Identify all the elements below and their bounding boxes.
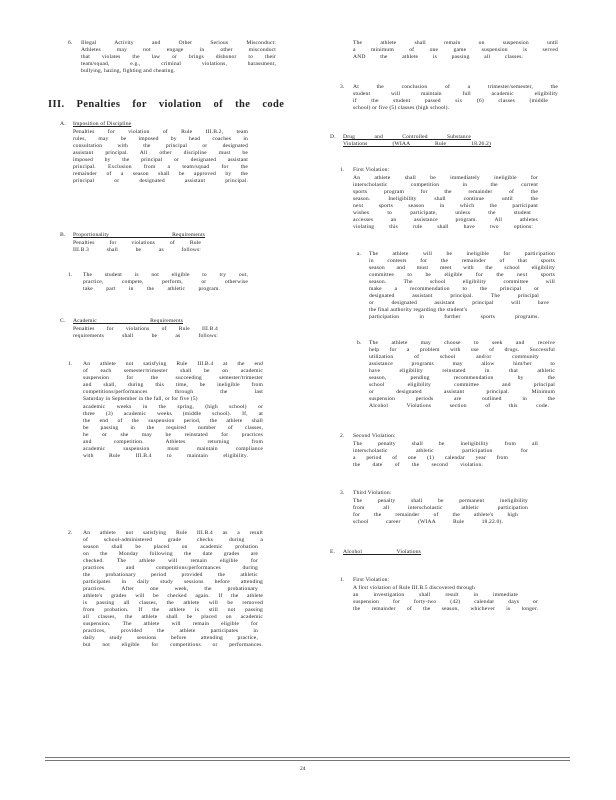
text-line: B.	[60, 232, 66, 238]
text-line: practices, provided the athlete participates in	[83, 628, 258, 634]
text-line: 1.	[340, 167, 345, 173]
text-line: the probationary period provided the athletic	[83, 572, 258, 578]
text-line: An athlete shall be immediately ineligible for	[353, 175, 538, 181]
text-line: next sports season in which the participant	[353, 203, 538, 209]
text-line: requirements shall be as follows:	[73, 333, 218, 339]
text-line: sports program for the remainder of the	[353, 189, 538, 195]
text-line: season. The school eligibility committee will	[369, 279, 555, 285]
text-line: three (3) academic weeks (middle school). If, at	[83, 411, 263, 417]
text-line: 1.	[68, 272, 73, 278]
text-line: interscholastic competition in the current	[353, 182, 538, 188]
text-line: for the remainder of the athlete's high	[353, 512, 518, 518]
text-line: Drug and Controlled Substance	[343, 134, 471, 140]
text-line: participation in further sports programs.	[369, 314, 539, 320]
text-line: take part in the athletic program.	[83, 286, 220, 292]
text-line: Violations (WIAA Rule 18.26.2)	[343, 141, 491, 147]
text-line: and shall, during this time, be ineligible from	[83, 382, 263, 388]
text-line: but not eligible for competitions or performances.	[83, 642, 263, 648]
text-line: First Violation:	[353, 577, 390, 583]
text-line: practices. After one week, the probationary	[83, 586, 258, 592]
text-line: principal or designated assistant principal.	[73, 178, 248, 184]
text-line: that violates the law or brings dishonor to their	[81, 54, 276, 60]
text-line: C.	[60, 318, 66, 324]
text-line: the remainder of the season, whichever is longer.	[353, 606, 538, 612]
text-line: A first violation of Rule III.B.5 discovered through	[353, 585, 475, 591]
text-line: Proportionality Requirements	[73, 232, 205, 238]
text-line: from all interscholastic athletic participation	[353, 505, 528, 511]
text-line: utilization of school and/or community	[369, 354, 539, 360]
text-line: violating this rule shall have two options:	[353, 224, 533, 230]
text-line: in contests for the remainder of that sports	[369, 258, 555, 264]
text-line: III.B.3 shall be as follows:	[73, 247, 201, 253]
section-title: Penalties for violation of the code	[76, 99, 285, 110]
text-line: make a recommendation to the principal or	[369, 286, 539, 292]
footer-rule-top	[45, 757, 570, 758]
text-line: on the Monday following the date grades are	[83, 551, 258, 557]
text-line: is passing all classes, the athlete will be removed	[83, 600, 263, 606]
text-line: Second Violation:	[353, 433, 396, 439]
text-line: An athlete not satisfying Rule III.B.4 as a result	[83, 530, 263, 536]
text-line: The athlete will be ineligible for participation	[369, 251, 555, 257]
text-line: practice, compete, perform, or otherwise	[83, 279, 248, 285]
text-line: 2.	[68, 530, 73, 536]
text-line: daily study sessions before attending practice,	[83, 635, 258, 641]
text-line: school career (WIAA Rule 18.22.0).	[353, 519, 503, 525]
text-line: A.	[60, 121, 66, 127]
text-line: interscholastic athletic participation for	[353, 448, 528, 454]
text-line: checked. The athlete will remain eligible for	[83, 558, 258, 564]
text-line: the end of the suspension period, the athlete shall	[83, 418, 263, 424]
text-line: all classes, the athlete shall be placed on academic	[83, 614, 263, 620]
text-line: Penalties for violations of Rule	[73, 240, 201, 246]
text-line: season. Ineligibility shall continue until the	[353, 196, 538, 202]
text-line: Penalties for violation of Rule III.B.2, team	[73, 129, 248, 135]
text-line: 6.	[68, 40, 73, 46]
footer-rule-bottom	[45, 760, 570, 761]
text-line: committee to be eligible for the next sports	[369, 272, 555, 278]
text-line: E.	[330, 549, 336, 555]
text-line: accesses an assistance program. All athletes	[353, 217, 538, 223]
text-line: have eligibility reinstated in that athletic	[369, 368, 555, 374]
page-number: 24	[300, 766, 306, 772]
text-line: Imposition of Discipline	[73, 121, 132, 127]
text-line: D.	[330, 134, 336, 140]
text-line: be passing in the required number of classes,	[83, 425, 263, 431]
text-line: season and must meet with the school eligibility	[369, 265, 555, 271]
text-line: suspension. The athlete will remain eligible for	[83, 621, 258, 627]
text-line: principal. Exclusion from a team/squad for the	[73, 164, 248, 170]
text-line: 1.	[340, 577, 345, 583]
text-line: a period of one (1) calendar year from	[353, 455, 508, 461]
text-line: rules, may be imposed by head coaches in	[73, 136, 248, 142]
text-line: school eligibility committee and principal	[369, 382, 555, 388]
text-line: with Rule III.B.4 to maintain eligibility.	[83, 453, 248, 459]
text-line: 3.	[340, 84, 345, 90]
text-line: designated assistant principal. The principal	[369, 293, 539, 299]
text-line: an investigation shall result in immediate	[353, 592, 518, 598]
text-line: wishes to participate, unless the student	[353, 210, 531, 216]
text-line: academic weeks in the spring, (high school) or	[83, 404, 263, 410]
text-line: season shall be placed on academic probation	[83, 544, 258, 550]
text-line: Alcohol Violations section of this code.	[369, 403, 549, 409]
text-line: 1.	[68, 361, 73, 367]
text-line: help for a problem with use of drugs. Successful	[369, 347, 555, 353]
text-line: he or she may be reinstated for practices	[83, 432, 263, 438]
text-line: or designated assistant principal will have	[369, 300, 549, 306]
text-line: the final authority regarding the student's	[369, 307, 468, 313]
section-numeral: III.	[48, 99, 65, 110]
text-line: Illegal Activity and Other Serious Misconduct:	[81, 40, 276, 46]
text-line: athlete's grades will be checked again. If the athlete	[83, 593, 263, 599]
text-line: consultation with the principal or designated	[73, 143, 248, 149]
text-line: academic suspension must maintain compliance	[83, 446, 263, 452]
text-line: competitions/performances through the last	[83, 389, 263, 395]
text-line: The penalty shall be permanent ineligibility	[353, 498, 528, 504]
text-line: participates in daily study sessions before attending	[83, 579, 263, 585]
text-line: if the student passed six (6) classes (middle	[353, 98, 548, 104]
text-line: Academic Requirements	[73, 318, 183, 324]
text-line: Penalties for violations of Rule III.B.4	[73, 326, 218, 332]
text-line: and competition. Athletes returning from	[83, 439, 263, 445]
text-line: Saturday in September in the fall, or for five (5)	[83, 396, 198, 402]
text-line: a.	[357, 251, 362, 257]
text-line: a minimum of one game suspension is served	[353, 47, 558, 53]
text-line: 2.	[340, 433, 345, 439]
text-line: student will maintain full academic eligibility	[353, 91, 558, 97]
text-line: from probation. If the athlete is still not passing	[83, 607, 263, 613]
text-line: The student is not eligible to try out,	[83, 272, 248, 278]
text-line: remainder of a season shall be approved by the	[73, 171, 248, 177]
text-line: team/squad, e.g., criminal violations, harassment,	[81, 61, 276, 67]
section-heading	[48, 99, 284, 110]
text-line: Alcohol Violations	[343, 549, 421, 555]
text-line: b.	[357, 340, 362, 346]
text-line: of each semester/trimester shall be on academic	[83, 368, 263, 374]
text-line: season, pending recommendation by the	[369, 375, 555, 381]
text-line: Athletes may not engage in other misconduct	[81, 47, 276, 53]
text-line: school) or five (5) classes (high school).	[353, 105, 450, 111]
text-line: of school-administered grade checks during a	[83, 537, 263, 543]
text-line: or designated assistant principal. Minimum	[369, 389, 555, 395]
text-line: Third Violation:	[353, 490, 392, 496]
text-line: imposed by the principal or designated assistant	[73, 157, 248, 163]
text-line: bullying, hazing, fighting and cheating.	[81, 68, 176, 74]
text-line: The athlete may choose to seek and receive	[369, 340, 555, 346]
text-line: At the conclusion of a trimester/semester, the	[353, 84, 558, 90]
text-line: The penalty shall be ineligibility from all	[353, 441, 538, 447]
text-line: suspension for forty-two (42) calendar days or	[353, 599, 538, 605]
text-line: AND the athlete is passing all classes.	[353, 54, 523, 60]
text-line: the date of the second violation.	[353, 462, 483, 468]
text-line: suspension periods are outlined in the	[369, 396, 555, 402]
text-line: 3.	[340, 490, 345, 496]
text-line: suspension for the succeeding semester/trimester	[83, 375, 263, 381]
text-line: The athlete shall remain on suspension until	[353, 40, 558, 46]
text-line: practices and competitions/performances during	[83, 565, 258, 571]
text-line: assistant principal. All other discipline must be	[73, 150, 248, 156]
text-line: assistance programs may allow him/her to	[369, 361, 555, 367]
text-line: First Violation:	[353, 167, 390, 173]
text-line: An athlete not satisfying Rule III.B.4 at the end	[83, 361, 263, 367]
